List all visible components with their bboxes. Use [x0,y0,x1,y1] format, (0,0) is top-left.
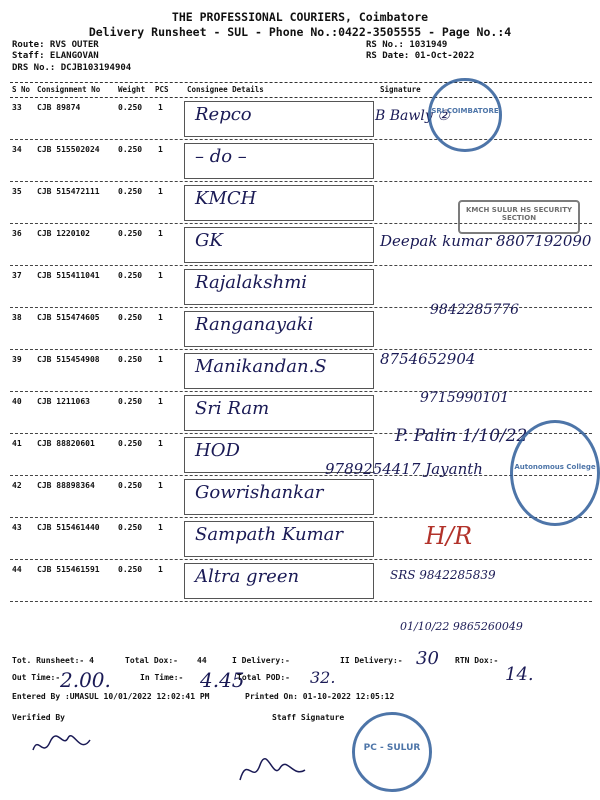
signature-43: SRS 9842285839 [390,568,496,582]
signature-41: 9789254417 Jayanth [325,460,483,478]
cell-consignee: HOD [195,440,240,461]
consignee-box [184,143,374,179]
stamp-coimbatore: SRI COIMBATORE [428,78,502,152]
consignee-box [184,395,374,431]
rtn-dox-value: 14. [505,664,534,685]
cell-sno: 44 [12,565,22,574]
table-row [10,560,592,602]
cell-consignment-no: CJB 515461440 [37,523,100,532]
col-weight: Weight [118,85,146,94]
cell-pcs: 1 [158,439,163,448]
cell-pcs: 1 [158,523,163,532]
total-dox-label: Total Dox:- [125,656,178,665]
cell-consignment-no: CJB 515454908 [37,355,100,364]
cell-consignee: Gowrishankar [195,482,324,503]
cell-consignment-no: CJB 88820601 [37,439,95,448]
cell-consignee: KMCH [195,188,257,209]
table-header [10,82,592,98]
cell-consignee: Manikandan.S [195,356,327,377]
out-time-value: 2.00. [60,668,111,692]
cell-sno: 38 [12,313,22,322]
col-consignee: Consignee Details [187,85,264,94]
cell-consignment-no: CJB 515411041 [37,271,100,280]
table-row [10,518,592,560]
route-label: Route: RVS OUTER [12,40,99,50]
cell-pcs: 1 [158,187,163,196]
cell-weight: 0.250 [118,313,143,322]
cell-consignee: Sri Ram [195,398,270,419]
cell-sno: 34 [12,145,22,154]
cell-consignee: Sampath Kumar [195,524,343,545]
cell-sno: 40 [12,397,22,406]
signature-38: 8754652904 [380,350,476,368]
cell-weight: 0.250 [118,103,143,112]
consignee-box [184,521,374,557]
out-time-label: Out Time:- [12,673,61,682]
signature-40: P. Palin 1/10/22 [395,426,528,446]
cell-consignee: Ranganayaki [195,314,314,335]
cell-weight: 0.250 [118,439,143,448]
rs-number: RS No.: 1031949 [366,40,448,50]
cell-consignee: Rajalakshmi [195,272,308,293]
cell-pcs: 1 [158,397,163,406]
i-delivery-label: I Delivery:- [232,656,290,665]
signature-42: H/R [425,522,473,550]
cell-weight: 0.250 [118,565,143,574]
consignee-box [184,311,374,347]
cell-consignment-no: CJB 515472111 [37,187,100,196]
cell-weight: 0.250 [118,145,143,154]
cell-consignment-no: CJB 515474605 [37,313,100,322]
cell-pcs: 1 [158,481,163,490]
cell-consignment-no: CJB 88898364 [37,481,95,490]
cell-pcs: 1 [158,229,163,238]
stamp-kmch-security: KMCH SULUR HS SECURITY SECTION [458,200,580,234]
ii-delivery-label: II Delivery:- [340,656,403,665]
cell-sno: 43 [12,523,22,532]
cell-weight: 0.250 [118,271,143,280]
cell-consignment-no: CJB 515502024 [37,145,100,154]
consignee-box [184,479,374,515]
in-time-label: In Time:- [140,673,184,682]
consignee-box [184,185,374,221]
cell-weight: 0.250 [118,229,143,238]
in-time-value: 4.45 [200,668,245,692]
table-row [10,350,592,392]
cell-consignment-no: CJB 1211063 [37,397,90,406]
cell-weight: 0.250 [118,355,143,364]
company-title: THE PROFESSIONAL COURIERS, Coimbatore [171,10,429,24]
total-dox-value: 44 [197,656,207,665]
signature-36: Deepak kumar 8807192090 [380,232,592,250]
table-row [10,476,592,518]
cell-sno: 41 [12,439,22,448]
table-body [10,98,592,602]
verified-by-label: Verified By [12,713,65,722]
cell-sno: 33 [12,103,22,112]
runsheet-subtitle: Delivery Runsheet - SUL - Phone No.:0422-3505555 - Page No.:4 [88,25,512,39]
staff-signature-mark [235,750,315,790]
printed-on: Printed On: 01-10-2022 12:05:12 [245,692,395,701]
cell-pcs: 1 [158,271,163,280]
consignee-box [184,353,374,389]
signature-39: 9715990101 [420,390,510,406]
cell-weight: 0.250 [118,187,143,196]
signature-37: 9842285776 [430,302,520,318]
stamp-autonomous-college: Autonomous College [510,420,600,526]
cell-pcs: 1 [158,313,163,322]
signature-33: B Bawly ② [375,108,450,124]
cell-weight: 0.250 [118,481,143,490]
cell-consignment-no: CJB 1220102 [37,229,90,238]
tot-runsheet: Tot. Runsheet:- 4 [12,656,94,665]
cell-weight: 0.250 [118,397,143,406]
cell-pcs: 1 [158,145,163,154]
cell-consignment-no: CJB 515461591 [37,565,100,574]
col-pcs: PCS [155,85,169,94]
cell-sno: 35 [12,187,22,196]
table-row [10,140,592,182]
stamp-pc-sulur: PC - SULUR [352,712,432,792]
consignee-box [184,269,374,305]
table-row [10,98,592,140]
staff-signature-label: Staff Signature [272,713,345,722]
rtn-dox-label: RTN Dox:- [455,656,499,665]
col-signature: Signature [380,85,421,94]
rs-date: RS Date: 01-Oct-2022 [366,51,475,61]
signature-44: 01/10/22 9865260049 [400,620,523,633]
cell-consignee: Altra green [195,566,300,587]
cell-sno: 42 [12,481,22,490]
runsheet-table [10,82,592,602]
col-sno: S No [12,85,31,94]
drs-number: DRS No.: DCJB103194904 [12,63,132,73]
total-pod-label: Total POD:- [237,673,290,682]
cell-pcs: 1 [158,103,163,112]
cell-consignee: GK [195,230,223,251]
consignee-box [184,101,374,137]
consignee-box [184,227,374,263]
verifier-signature [28,730,98,760]
cell-sno: 36 [12,229,22,238]
cell-consignee: Repco [195,104,252,125]
entered-by: Entered By :UMASUL 10/01/2022 12:02:41 PM [12,692,210,701]
ii-delivery-value: 30 [416,648,439,669]
cell-consignee: – do – [195,146,247,167]
cell-consignment-no: CJB 89874 [37,103,81,112]
staff-label: Staff: ELANGOVAN [12,51,99,61]
cell-sno: 39 [12,355,22,364]
consignee-box [184,563,374,599]
cell-pcs: 1 [158,565,163,574]
cell-pcs: 1 [158,355,163,364]
col-consignment: Consignment No [37,85,101,94]
total-pod-value: 32. [310,668,336,687]
cell-sno: 37 [12,271,22,280]
cell-weight: 0.250 [118,523,143,532]
